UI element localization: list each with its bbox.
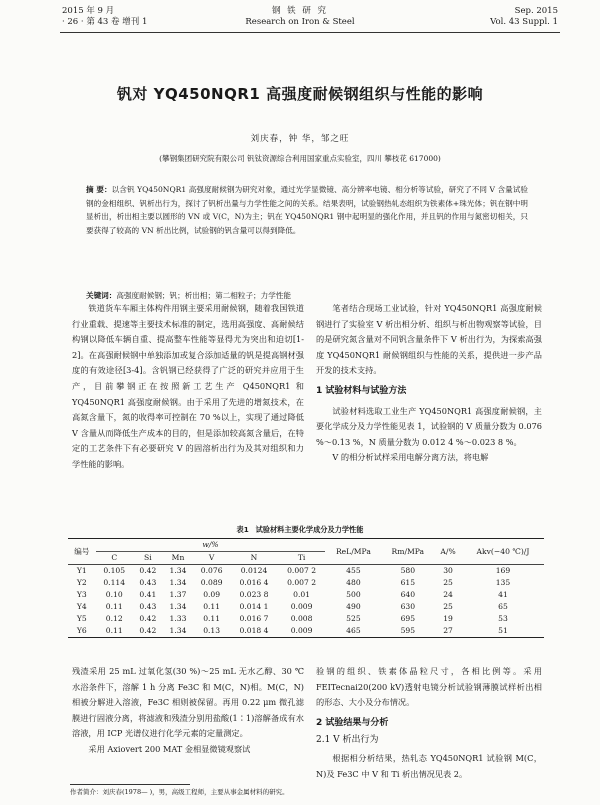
bottom-right-column [316, 664, 542, 782]
table-caption [0, 525, 600, 535]
table-header-akv: Akv(−40 ℃)/J [462, 539, 544, 565]
table-header-rel: ReL/MPa [325, 539, 381, 565]
methods-paragraph-3: 验钢的组织、铁素体晶粒尺寸，各相比例等。采用 FEITecnai20(200 kV)透射电镜分析试验钢薄膜试样析出相的形态、大小及分布情况。 [316, 666, 542, 708]
table-caption-label: 表1 [236, 525, 249, 534]
keywords-text: 高强度耐候钢；钒；析出相；第二相粒子；力学性能 [116, 291, 292, 300]
table-body [68, 565, 544, 638]
footnote-rule [70, 784, 190, 785]
table-row: Y1 0.105 0.42 1.34 0.076 0.0124 0.007 2 455 580 30 169 [76, 566, 511, 575]
header-page-volume: · 26 · 第 43 卷 增刊 1 [62, 17, 148, 27]
left-column [72, 301, 304, 473]
table-header-v: V [193, 552, 230, 565]
table-header-id: 编号 [68, 539, 96, 565]
table-header-a: A/% [434, 539, 462, 565]
header-rule [60, 32, 560, 33]
abstract-text: 以含钒 YQ450NQR1 高强度耐候钢为研究对象，通过光学显微镜、高分辨率电镜、相分析等试验，研究了不同 V 含量试验钢的金相组织、钒析出行为，探讨了钒析出量与力学性能之间的关系。结果表明，试验钢热轧态组织为铁素体+珠光体；钒在钢中明显析出，析出相主要以圆形的 VN 或 V(C，N)为主；钒在 YQ450NQR1 钢中起明显的强化作用，并且钒的作用与氮密切相关，只要获得了较高的 VN 析出比例，试验钢的钒含量可以得到降低。 [86, 185, 528, 235]
table-row: Y5 0.12 0.42 1.33 0.11 0.016 7 0.008 525 695 19 53 [76, 614, 508, 623]
bottom-left-column [72, 664, 304, 758]
header-volume-en: Vol. 43 Suppl. 1 [490, 17, 558, 27]
subsection-2-1-paragraph: 根据相分析结果，热轧态 YQ450NQR1 试验钢 M(C，N)及 Fe3C 中 V 和 Ti 析出情况见表 2。 [316, 752, 542, 779]
methods-paragraph-2: 采用 Axiovert 200 MAT 金相显微镜观察试 [88, 743, 251, 754]
table-header-ti: Ti [278, 552, 326, 565]
table-header-si: Si [133, 552, 163, 565]
journal-name-en: Research on Iron & Steel [245, 17, 355, 27]
keywords-label: 关键词： [86, 291, 117, 300]
table-row: Y2 0.114 0.43 1.34 0.089 0.016 4 0.007 2 480 615 25 135 [76, 578, 511, 587]
journal-name-cn: 钢 铁 研 究 [271, 6, 329, 16]
header-date: 2015 年 9 月 [62, 6, 115, 16]
paper-title: 钒对 YQ450NQR1 高强度耐候钢组织与性能的影响 [116, 85, 484, 103]
affiliation: (攀钢集团研究院有限公司 钒钛资源综合利用国家重点实验室，四川 攀枝花 617000) [159, 154, 441, 163]
table-header-c: C [96, 552, 133, 565]
intro-paragraph: 铁道货车车厢主体构件用钢主要采用耐候钢，随着我国铁道行业重载、提速等主要技术标准的制定，选用高强度、高耐候结构钢以降低车辆自重、提高整车性能等显得尤为突出和迫切[1-2]。在高强耐候钢中单独添加或复合添加适量的钒是提高钢材强度的有效途径[3-4]。含钒钢已经获得了广泛的研究并应用于生产，目前攀钢正在按照新工艺生产 Q450NQR1 和 YQ450NQR1 高强度耐候钢。由于采用了先进的增氮技术，在高氮含量下，氮的收得率可控制在 70 %以上，实现了通过降低 V 含量从而降低生产成本的目的，但是添加较高氮含量后，在特定的工艺条件下有必要研究 V 的固溶析出行为及其对组织和力学性能的影响。 [72, 303, 304, 469]
table-row: Y3 0.10 0.41 1.37 0.09 0.023 8 0.01 500 640 24 41 [76, 590, 508, 599]
abstract [86, 183, 528, 237]
section-2-heading: 2 试验结果与分析 [316, 717, 389, 728]
section-1-paragraph: 试验材料选取工业生产 YQ450NQR1 高强度耐候钢，主要化学成分及力学性能见表 1，试验钢的 V 质量分数为 0.076 %～0.13 %，N 质量分数为 0.012 4 %～0.023 8 %。 [316, 405, 542, 447]
composition-table [68, 538, 544, 638]
authors: 刘庆春，钟 华，邹之旺 [250, 134, 350, 144]
abstract-label: 摘 要： [86, 185, 112, 194]
table-header-mn: Mn [163, 552, 193, 565]
intro-paragraph-2: 笔者结合现场工业试验，针对 YQ450NQR1 高强度耐候钢进行了实验室 V 析出相分析、组织与析出物观察等试验，目的是研究氮含量对不同钒含量条件下 V 析出行为，为探索高强度 YQ450NQR1 耐候钢组织与性能的关系，提供进一步产品开发的技术支持。 [316, 303, 542, 376]
right-column [316, 301, 542, 466]
methods-paragraph: 残渣采用 25 mL 过氧化氢(30 %)～25 mL 无水乙醇、30 ℃水浴条件下，溶解 1 h 分离 Fe3C 和 M(C，N)相。M(C，N)相被分解进入溶液，Fe3C 相则被保留。再用 0.22 μm 微孔滤膜进行固液分离，将滤液和残渣分别用盐酸(1∶1)溶解备成有水溶液，用 ICP 光谱仪进行化学元素的定量测定。 [72, 666, 304, 739]
section-1-paragraph-2: V 的相分析试样采用电解分离方法，将电解 [332, 452, 489, 463]
table-header-group: w/% [96, 539, 326, 552]
table-row: Y4 0.11 0.43 1.34 0.11 0.014 1 0.009 490 630 25 65 [76, 602, 508, 611]
section-1-heading: 1 试验材料与试验方法 [316, 385, 407, 396]
header-right [490, 6, 558, 28]
table-header-n: N [230, 552, 278, 565]
header-date-en: Sep. 2015 [514, 6, 558, 16]
table-caption-text: 试验材料主要化学成分及力学性能 [255, 525, 364, 534]
author-footnote: 作者简介：刘庆春(1978— )，男，高级工程师，主要从事金属材料的研究。 [70, 788, 289, 796]
table-row: Y6 0.11 0.42 1.34 0.13 0.018 4 0.009 465 595 27 51 [68, 625, 544, 638]
table-header-rm: Rm/MPa [381, 539, 434, 565]
subsection-2-1-heading: 2.1 V 析出行为 [316, 735, 379, 746]
